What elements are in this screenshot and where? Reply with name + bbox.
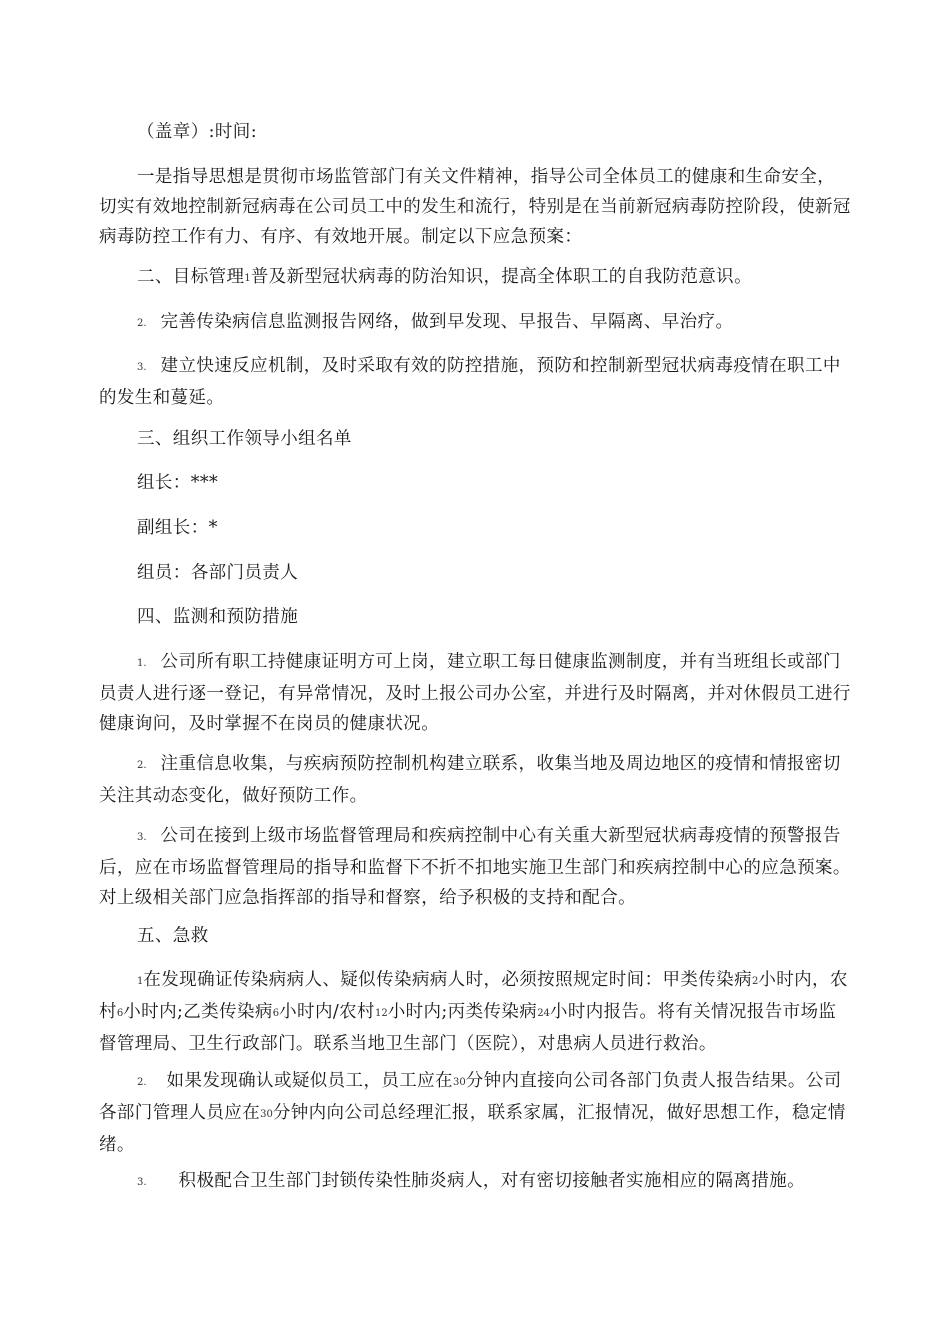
list-number: 3.	[137, 362, 147, 373]
list-number: 1.	[137, 658, 147, 669]
monitoring-item-2-text: 注重信息收集，与疾病预防控制机构建立联系，收集当地及周边地区的疫情和情报密切关注其动态变化，做好预防工作。	[99, 754, 841, 806]
first-aid-item-2	[99, 1066, 851, 1160]
goal-item-1-text: 普及新型冠状病毒的防治知识，提高全体职工的自我防范意识。	[250, 267, 752, 287]
section-heading-team	[99, 424, 851, 454]
monitoring-item-3	[99, 821, 851, 913]
first-aid-item-3	[99, 1166, 851, 1198]
monitoring-item-3-text: 公司在接到上级市场监督管理局和疾病控制中心有关重大新型冠状病毒疫情的预警报告后，应在市场监督管理局的指导和监督下不折不扣地实施卫生部门和疾病控制中心的应急预案。对上级相关部门应急指挥部的指导和督察，给予积极的支持和配合。	[99, 826, 851, 908]
stamp-time-text: （盖章）:时间:	[137, 122, 257, 142]
monitoring-heading-text: 四、监测和预防措施	[137, 607, 299, 627]
inline-number: 6	[272, 1008, 280, 1019]
list-number: 2.	[137, 318, 147, 329]
inline-number: 12	[374, 1008, 388, 1019]
first-aid-item-1-text-c: 小时内;乙类传染病	[123, 1002, 273, 1022]
first-aid-item-1-text-b: 小时内，农村	[99, 970, 848, 1022]
first-aid-item-2-text-b: 分钟内直接向公司各部门负责人报告结果。公司各部门管理人员应在	[99, 1071, 842, 1123]
team-deputy-text: 副组长：*	[137, 518, 218, 538]
list-number: 3.	[137, 832, 147, 843]
list-number: 2.	[137, 1077, 147, 1088]
list-number: 1	[244, 273, 251, 284]
list-number: 3.	[137, 1177, 147, 1188]
first-aid-item-3-text: 积极配合卫生部门封锁传染性肺炎病人，对有密切接触者实施相应的隔离措施。	[178, 1171, 806, 1191]
section-heading-first-aid	[99, 921, 851, 951]
goal-item-3-text: 建立快速反应机制，及时采取有效的防控措施，预防和控制新型冠状病毒疫情在职工中的发生和蔓延。	[99, 356, 841, 408]
team-deputy-line	[99, 513, 851, 543]
first-aid-item-2-text-a: 如果发现确认或疑似员工，员工应在	[166, 1071, 453, 1091]
list-number: 2.	[137, 760, 147, 771]
first-aid-item-1-text-e: 小时内;丙类传染病	[387, 1002, 538, 1022]
stamp-time-line	[99, 117, 851, 147]
monitoring-item-1-text: 公司所有职工持健康证明方可上岗，建立职工每日健康监测制度，并有当班组长或部门员责人进行逐一登记，有异常情况，及时上报公司办公室，并进行及时隔离，并对休假员工进行健康询问，及时掌握不在岗员的健康状况。	[99, 652, 851, 734]
team-members-line	[99, 558, 851, 588]
section-heading-goals: 二、目标管理	[137, 267, 245, 287]
inline-number: 24	[537, 1008, 550, 1019]
goal-management-paragraph	[99, 262, 851, 294]
first-aid-item-1	[99, 965, 851, 1059]
first-aid-item-1-text-d: 小时内/农村	[279, 1002, 375, 1022]
first-aid-item-1-text-a: 在发现确证传染病病人、疑似传染病病人时，必须按照规定时间：甲类传染病	[143, 970, 752, 990]
goal-item-2-text: 完善传染病信息监测报告网络，做到早发现、早报告、早隔离、早治疗。	[160, 312, 734, 332]
team-heading-text: 三、组织工作领导小组名单	[137, 429, 352, 449]
list-number: 1	[137, 976, 144, 987]
inline-number: 2	[751, 976, 759, 987]
first-aid-heading-text: 五、急救	[137, 926, 209, 946]
inline-number: 30	[260, 1109, 273, 1120]
section-heading-monitoring	[99, 602, 851, 632]
guiding-principle-text: 一是指导思想是贯彻市场监管部门有关文件精神，指导公司全体员工的健康和生命安全，切实有效地控制新冠病毒在公司员工中的发生和流行，特别是在当前新冠病毒防控阶段，使新冠病毒防控工作有力、有序、有效地开展。制定以下应急预案：	[99, 167, 851, 247]
inline-number: 6	[116, 1008, 124, 1019]
monitoring-item-1	[99, 647, 851, 739]
team-leader-text: 组长：***	[137, 473, 219, 493]
goal-item-2	[99, 307, 851, 339]
guiding-principle-paragraph	[99, 162, 851, 252]
team-leader-line	[99, 468, 851, 498]
team-members-text: 组员：各部门员责人	[137, 563, 299, 583]
first-aid-item-2-text-c: 分钟内向公司总经理汇报，联系家属，汇报情况，做好思想工作，稳定情绪。	[99, 1103, 846, 1155]
first-aid-item-1-text-f: 小时内报告。将有关情况报告市场监督管理局、卫生行政部门。联系当地卫生部门（医院），对患病人员进行救治。	[99, 1002, 837, 1054]
goal-item-3	[99, 351, 851, 413]
inline-number: 30	[452, 1077, 466, 1088]
monitoring-item-2	[99, 749, 851, 811]
